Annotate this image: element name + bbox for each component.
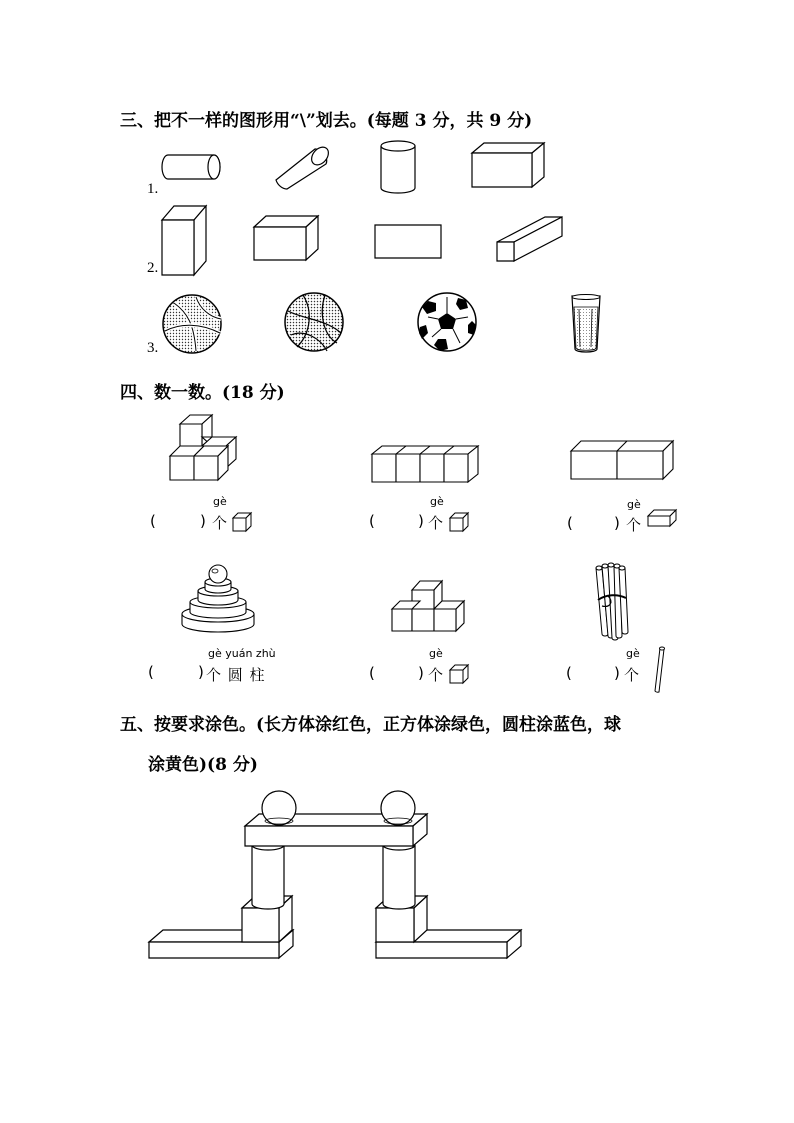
coloring-gate-figure[interactable] <box>145 788 525 964</box>
paren-close-6: ) <box>614 664 620 682</box>
paren-close-3: ) <box>614 514 620 532</box>
cuboid-pair-figure <box>569 439 675 481</box>
glass-cup-shape[interactable] <box>570 293 602 355</box>
paren-open-3: ( <box>567 514 573 532</box>
long-cuboid-shape[interactable] <box>495 214 565 264</box>
small-cube-icon <box>448 511 470 533</box>
pinyin-ge-2: gè <box>430 495 444 508</box>
word-ge-5: 个 <box>428 666 444 684</box>
paren-open-6: ( <box>566 664 572 682</box>
word-ge-1: 个 <box>212 514 228 532</box>
word-ge-2: 个 <box>428 514 444 532</box>
tall-cuboid-shape[interactable] <box>160 203 208 277</box>
section-5-title-line1: 五、按要求涂色。(长方体涂红色，正方体涂绿色，圆柱涂蓝色，球 <box>120 715 622 735</box>
single-stick-icon <box>653 645 667 695</box>
word-ge-6: 个 <box>624 666 640 684</box>
cuboid-shape[interactable] <box>470 141 546 189</box>
paren-close-1: ) <box>200 512 206 530</box>
section-5-title-line2: 涂黄色)(8 分) <box>148 755 258 775</box>
answer-blank-2[interactable] <box>380 512 418 532</box>
paren-open-5: ( <box>369 664 375 682</box>
soccer-ball-shape[interactable] <box>416 291 478 353</box>
paren-close-4: ) <box>198 663 204 681</box>
pinyin-ge-yuan-zhu: gè yuán zhù <box>208 647 276 660</box>
row-3-label: 3. <box>147 340 159 356</box>
cube-stack-figure <box>168 412 240 482</box>
pinyin-ge-1: gè <box>213 495 227 508</box>
section-4-title: 四、数一数。(18 分) <box>120 383 285 403</box>
row-2-label: 2. <box>147 260 159 276</box>
small-cube-icon <box>231 511 253 533</box>
volleyball-shape[interactable] <box>160 293 224 355</box>
paren-open-2: ( <box>369 512 375 530</box>
paren-open-4: ( <box>148 663 154 681</box>
pinyin-ge-3: gè <box>627 498 641 511</box>
lying-cylinder-shape[interactable] <box>160 152 222 182</box>
paren-close-5: ) <box>418 664 424 682</box>
tilted-cylinder-shape[interactable] <box>270 140 332 192</box>
paren-open-1: ( <box>150 512 156 530</box>
standing-cylinder-shape[interactable] <box>378 138 418 196</box>
answer-blank-6[interactable] <box>578 664 614 684</box>
answer-blank-3[interactable] <box>578 514 614 534</box>
cuboid-shape[interactable] <box>252 213 320 263</box>
stick-bundle-figure <box>588 560 632 644</box>
basketball-shape[interactable] <box>283 291 345 353</box>
word-ge-3: 个 <box>626 516 642 534</box>
cube-pyramid-figure <box>390 578 466 634</box>
section-3-title: 三、把不一样的图形用“\”划去。(每题 3 分，共 9 分) <box>120 111 533 131</box>
cylinder-tower-figure <box>180 562 256 634</box>
word-ge-yuan-zhu: 个 圆 柱 <box>206 666 266 684</box>
pinyin-ge-5: gè <box>429 647 443 660</box>
small-cube-icon <box>448 663 470 685</box>
small-cuboid-icon <box>646 508 678 528</box>
pinyin-ge-6: gè <box>626 647 640 660</box>
answer-blank-5[interactable] <box>380 664 418 684</box>
paren-close-2: ) <box>418 512 424 530</box>
rectangle-shape[interactable] <box>374 224 442 260</box>
row-1-label: 1. <box>147 181 159 197</box>
cube-row-figure <box>370 444 480 484</box>
answer-blank-4[interactable] <box>158 663 198 683</box>
answer-blank-1[interactable] <box>160 512 200 532</box>
